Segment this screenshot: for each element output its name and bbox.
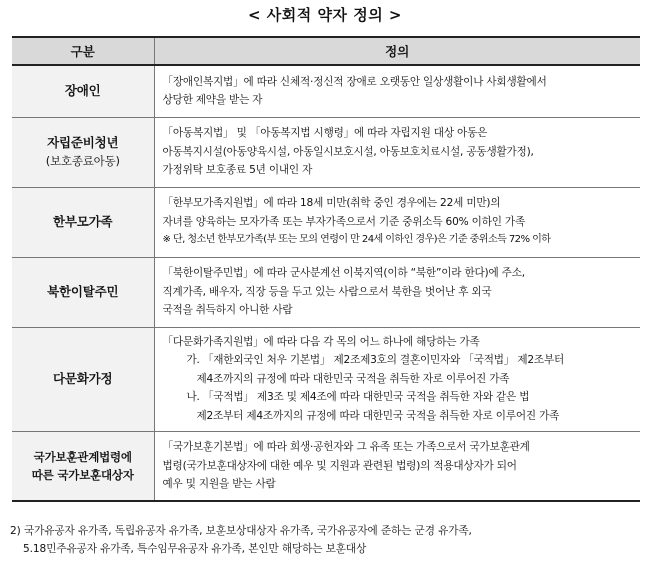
definition-cell <box>154 431 640 501</box>
definition-line: 「다문화가족지원법」에 따라 다음 각 목의 어느 하나에 해당하는 가족 <box>162 335 480 348</box>
footnote-line: 2) 국가유공자 유가족, 독립유공자 유가족, 보훈보상대상자 유가족, 국가유공자에 준하는 군경 유가족, <box>10 525 472 537</box>
category-label: 한부모가족 <box>53 214 113 229</box>
category-cell <box>12 187 154 257</box>
definition-line: 「아동복지법」 및 「아동복지법 시행령」에 따라 자립지원 대상 아동은 <box>162 127 488 140</box>
category-label: 자립준비청년 <box>47 135 119 150</box>
category-sublabel: (보호종료아동) <box>45 154 120 168</box>
header-definition: 정의 <box>154 37 640 65</box>
footnote <box>10 522 640 558</box>
definition-line: 법령(국가보훈대상자에 대한 예우 및 지원과 관련된 법령)의 적용대상자가 되어 <box>162 459 517 472</box>
category-cell <box>12 257 154 327</box>
table-row <box>12 187 640 257</box>
page-title: < 사회적 약자 정의 > <box>248 6 402 24</box>
definition-line: 국적을 취득하지 아니한 사람 <box>162 304 293 317</box>
definition-line: 「한부모가족지원법」에 따라 18세 미만(취학 중인 경우에는 22세 미만)의 <box>162 197 501 210</box>
definition-item-na-cont: 제2조부터 제4조까지의 규정에 따라 대한민국 국적을 취득한 자로 이루어진 가족 <box>196 409 560 422</box>
category-cell <box>12 431 154 501</box>
table-row <box>12 327 640 431</box>
definition-line: 직계가족, 배우자, 직장 등을 두고 있는 사람으로서 북한을 벗어난 후 외국 <box>162 285 492 298</box>
category-cell <box>12 117 154 187</box>
table-row <box>12 65 640 117</box>
definition-line: 「국가보훈기본법」에 따라 희생·공헌자와 그 유족 또는 가족으로서 국가보훈관계 <box>162 441 530 453</box>
category-label: 장애인 <box>64 83 101 99</box>
category-label: 국가보훈관계법령에 <box>33 449 132 464</box>
footnote-line: 5.18민주유공자 유가족, 특수임무유공자 유가족, 본인만 해당하는 보훈대상 <box>23 543 367 555</box>
category-label-line2: 따른 국가보훈대상자 <box>31 467 134 482</box>
definition-line: 자녀를 양육하는 모자가족 또는 부자가족으로서 기준 중위소득 60% 이하인 가족 <box>162 215 525 228</box>
category-cell <box>12 327 154 431</box>
definition-cell <box>154 257 640 327</box>
definition-cell <box>154 65 640 117</box>
table-row <box>12 431 640 501</box>
definition-item-ga-cont: 제4조까지의 규정에 따라 대한민국 국적을 취득한 자로 이루어진 가족 <box>196 372 510 385</box>
table-row <box>12 117 640 187</box>
definition-cell <box>154 117 640 187</box>
definition-line: 가정위탁 보호종료 5년 이내인 자 <box>162 164 313 177</box>
definition-note-line: ※ 단, 청소년 한부모가족(부 또는 모의 연령이 만 24세 이하인 경우)은 기준 중위소득 72% 이하 <box>162 234 551 246</box>
category-label: 다문화가정 <box>53 371 113 386</box>
category-cell <box>12 65 154 117</box>
definition-line: 아동복지시설(아동양육시설, 아동일시보호시설, 아동보호치료시설, 공동생활가정), <box>162 145 534 158</box>
definition-line: 상당한 제약을 받는 자 <box>162 94 263 107</box>
header-category: 구분 <box>12 37 154 65</box>
table-row <box>12 257 640 327</box>
definition-item-ga: 가. 「재한외국인 처우 기본법」 제2조제3호의 결혼이민자와 「국적법」 제2조부터 <box>186 354 565 367</box>
definition-cell <box>154 187 640 257</box>
table-header-row <box>12 37 640 65</box>
definition-line: 「장애인복지법」에 따라 신체적·정신적 장애로 오랫동안 일상생활이나 사회생활에서 <box>162 75 547 88</box>
definition-table <box>12 36 640 502</box>
definition-line: 「북한이탈주민법」에 따라 군사분계선 이북지역(이하 “북한”이라 한다)에 주소, <box>162 267 525 280</box>
definition-line: 예우 및 지원을 받는 사람 <box>162 478 276 490</box>
definition-item-na: 나. 「국적법」 제3조 및 제4조에 따라 대한민국 국적을 취득한 자와 같은 법 <box>186 391 530 404</box>
category-label: 북한이탈주민 <box>47 284 119 299</box>
definition-cell <box>154 327 640 431</box>
